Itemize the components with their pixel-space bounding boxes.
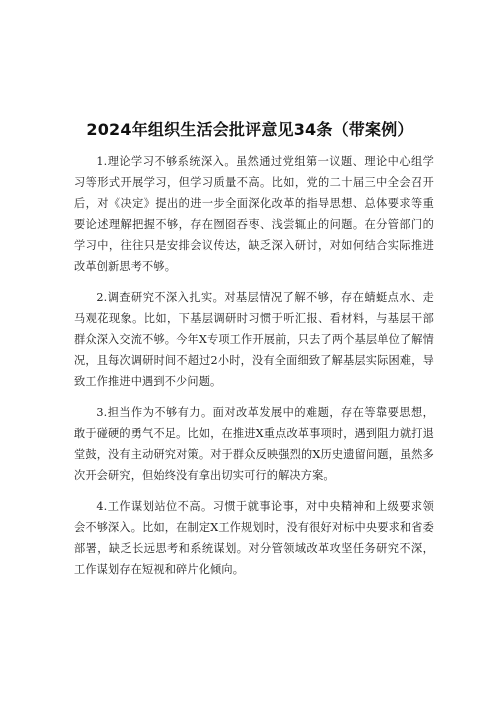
paragraph-4: 4.工作谋划站位不高。习惯于就事论事，对中央精神和上级要求领会不够深入。比如，在制定X工作规划时，没有很好对标中央要求和省委部署，缺乏长远思考和系统谋划。对分管领域改革攻坚任务研究不深，工作谋划存在短视和碎片化倾向。 bbox=[74, 500, 434, 576]
document-title: 2024年组织生活会批评意见34条（带案例） bbox=[86, 120, 414, 139]
paragraph-2: 2.调查研究不深入扎实。对基层情况了解不够，存在蜻蜓点水、走马观花现象。比如，下基层调研时习惯于听汇报、看材料，与基层干部群众深入交流不够。今年X专项工作开展前，只去了两个基层单位了解情况，且每次调研时间不超过2小时，没有全面细致了解基层实际困难，导致工作推进中遇到不少问题。 bbox=[74, 291, 434, 388]
paragraph-3: 3.担当作为不够有力。面对改革发展中的难题，存在等靠要思想，敢于碰硬的勇气不足。比如，在推进X重点改革事项时，遇到阻力就打退堂鼓，没有主动研究对策。对于群众反映强烈的X历史遗留问题，虽然多次开会研究，但始终没有拿出切实可行的解决方案。 bbox=[74, 406, 434, 482]
paragraph-1: 1.理论学习不够系统深入。虽然通过党组第一议题、理论中心组学习等形式开展学习，但学习质量不高。比如，党的二十届三中全会召开后，对《决定》提出的进一步全面深化改革的指导思想、总体要求等重要论述理解把握不够，存在囫囵吞枣、浅尝辄止的问题。在分管部门的学习中，往往只是安排会议传达，缺乏深入研讨，对如何结合实际推进改革创新思考不够。 bbox=[74, 155, 434, 273]
document-body bbox=[74, 151, 434, 580]
